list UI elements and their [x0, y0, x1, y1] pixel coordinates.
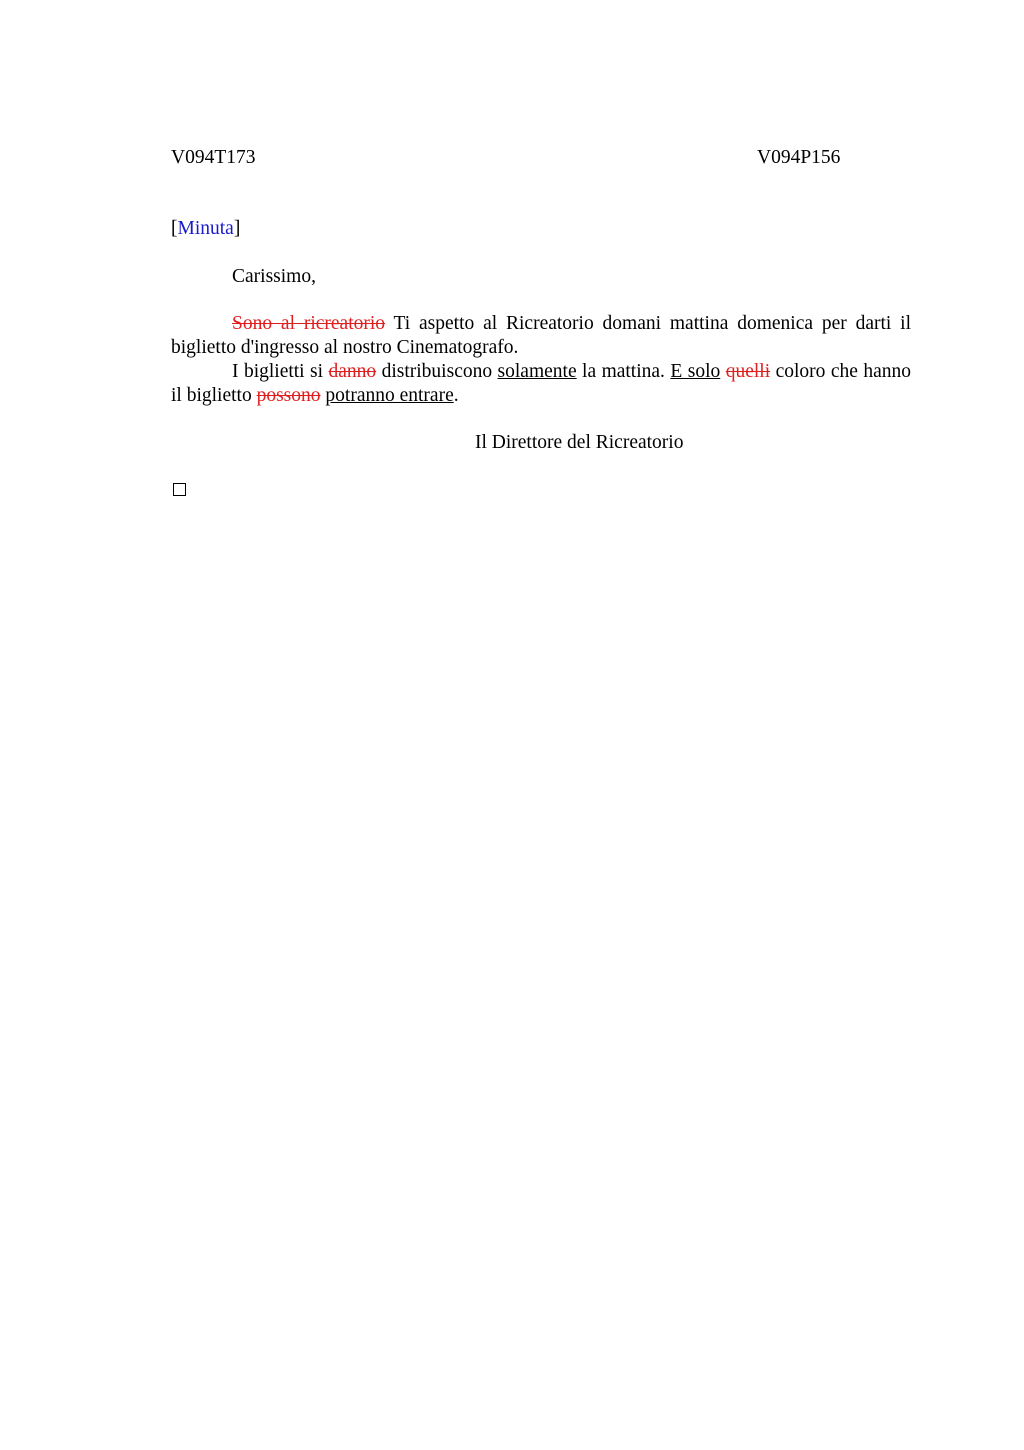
paragraph-text: I biglietti si: [232, 361, 329, 382]
letter-body: [171, 312, 911, 408]
deleted-text: danno: [328, 361, 377, 382]
document-code-left: V094T173: [171, 147, 256, 168]
minuta-note: [171, 217, 240, 241]
paragraph-text: coloro che hanno il biglietto: [171, 361, 911, 406]
open-bracket: [: [171, 218, 178, 239]
letter-signature: Il Direttore del Ricreatorio: [475, 432, 684, 453]
letter-greeting: Carissimo,: [232, 266, 316, 287]
paragraph-2: [171, 360, 911, 408]
paragraph-text: distribuiscono: [376, 361, 498, 382]
paragraph-text: .: [453, 385, 459, 406]
close-bracket: ]: [233, 218, 241, 239]
underlined-text: potranno entrare: [325, 385, 454, 406]
paragraph-text: la mattina.: [576, 361, 671, 382]
document-code-right: V094P156: [757, 147, 841, 168]
deleted-text: Sono al ricreatorio: [232, 313, 386, 334]
paragraph-1: [171, 312, 911, 360]
deleted-text: possono: [256, 385, 321, 406]
underlined-text: E solo: [670, 361, 721, 382]
underlined-text: solamente: [497, 361, 577, 382]
deleted-text: quelli: [725, 361, 771, 382]
paragraph-text: Ti aspetto al Ricreatorio domani mattina domenica per darti il biglietto d'ingresso al nostro Cinematografo.: [171, 313, 911, 358]
empty-box-marker: [173, 483, 186, 496]
minuta-label: Minuta: [177, 218, 234, 239]
